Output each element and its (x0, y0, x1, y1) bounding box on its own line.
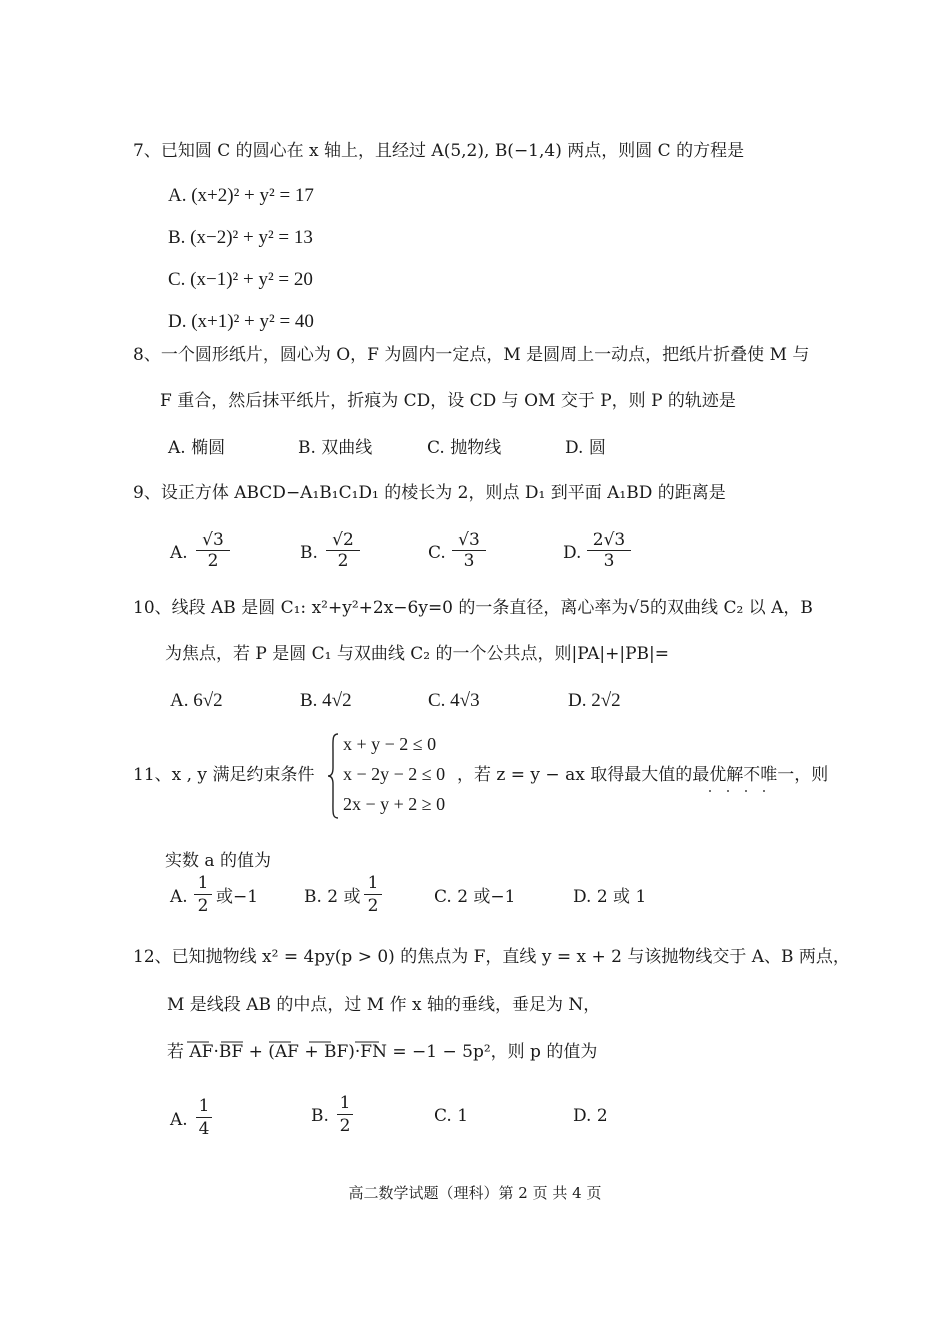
q12-option-b-den: 2 (339, 1116, 351, 1136)
q11-option-a (170, 873, 280, 919)
q10-option-c: C. 4√3 (428, 690, 480, 711)
q10-line2: 为焦点，若 P 是圆 C₁ 与双曲线 C₂ 的一个公共点，则|PA|+|PB|= (165, 644, 669, 664)
q11-suffix: ，若 z = y − ax 取得最大值的最优解不唯一，则 (457, 765, 829, 785)
q11-constraint-1: x + y − 2 ≤ 0 (343, 734, 437, 754)
q12-option-d: D. 2 (573, 1106, 608, 1126)
q8-option-d: D. 圆 (565, 438, 606, 458)
q7-option-a: A. (x+2)² + y² = 17 (168, 185, 314, 206)
q11-option-a-den: 2 (197, 896, 209, 916)
q11-constraint-3: 2x − y + 2 ≥ 0 (343, 794, 446, 814)
q11-option-d: D. 2 或 1 (573, 887, 647, 907)
q8-line1: 8、一个圆形纸片，圆心为 O，F 为圆内一定点，M 是圆周上一动点，把纸片折叠使 M 与 (133, 345, 810, 365)
q11-line2: 实数 a 的值为 (165, 851, 271, 871)
q11-option-b-den: 2 (367, 896, 379, 916)
q9-option-d-num: 2√3 (587, 530, 631, 551)
q12-option-a-label: A. (170, 1110, 188, 1130)
q7-option-d: D. (x+1)² + y² = 40 (168, 311, 314, 332)
q9-option-d-den: 3 (603, 551, 615, 571)
q8-option-b: B. 双曲线 (298, 438, 373, 458)
left-brace-icon (327, 732, 339, 820)
emphasis-dot (709, 790, 711, 792)
vector-arrows-icon (185, 1038, 385, 1046)
q11-option-a-label: A. (170, 887, 188, 907)
q9-option-a-den: 2 (207, 551, 219, 571)
q9-option-c-den: 3 (463, 551, 475, 571)
q12-option-a (170, 1096, 230, 1142)
q9-stem: 9、设正方体 ABCD−A₁B₁C₁D₁ 的棱长为 2，则点 D₁ 到平面 A₁BD 的距离是 (133, 483, 726, 503)
q12-option-c: C. 1 (434, 1106, 469, 1126)
q12-line1: 12、已知抛物线 x² = 4py(p > 0) 的焦点为 F，直线 y = x + 2 与该抛物线交于 A、B 两点， (133, 947, 850, 967)
q12-option-b-num: 1 (337, 1093, 353, 1115)
q11-option-a-tail: 或−1 (216, 887, 259, 907)
q9-option-b-num: √2 (326, 530, 360, 551)
q9-option-c-label: C. (428, 543, 446, 563)
q11-prefix: 11、x , y 满足约束条件 (133, 765, 315, 785)
q12-option-a-num: 1 (196, 1096, 212, 1118)
q9-option-a-label: A. (170, 543, 188, 563)
q11-constraint-system (327, 732, 447, 822)
q9-option-b-den: 2 (337, 551, 349, 571)
q7-option-b: B. (x−2)² + y² = 13 (168, 227, 313, 248)
q10-line1: 10、线段 AB 是圆 C₁: x²+y²+2x−6y=0 的一条直径，离心率为√5的双曲线 C₂ 以 A，B (133, 598, 813, 618)
q9-option-d-label: D. (563, 543, 582, 563)
q11-option-b-num: 1 (364, 873, 382, 895)
q10-option-b: B. 4√2 (300, 690, 352, 711)
q8-line2: F 重合，然后抹平纸片，折痕为 CD，设 CD 与 OM 交于 P，则 P 的轨迹是 (160, 391, 736, 411)
emphasis-dot (745, 790, 747, 792)
emphasis-dot (727, 790, 729, 792)
q8-option-a: A. 椭圆 (168, 438, 226, 458)
q7-stem: 7、已知圆 C 的圆心在 x 轴上，且经过 A(5,2), B(−1,4) 两点，则圆 C 的方程是 (133, 141, 745, 161)
q11-constraint-2: x − 2y − 2 ≤ 0 (343, 764, 446, 784)
q10-option-a: A. 6√2 (170, 690, 223, 711)
q11-option-b-label: B. 2 或 (304, 887, 361, 907)
q9-option-a-num: √3 (196, 530, 230, 551)
q11-option-a-num: 1 (194, 873, 212, 895)
q8-option-c: C. 抛物线 (427, 438, 502, 458)
q12-option-b (311, 1093, 371, 1142)
q9-option-c-num: √3 (452, 530, 486, 551)
page-footer: 高二数学试题（理科）第 2 页 共 4 页 (348, 1184, 602, 1202)
q12-option-b-label: B. (311, 1106, 329, 1126)
q10-option-d: D. 2√2 (568, 690, 621, 711)
q11-option-c: C. 2 或−1 (434, 887, 516, 907)
q9-option-b-label: B. (300, 543, 318, 563)
emphasis-dot (763, 790, 765, 792)
q7-option-c: C. (x−1)² + y² = 20 (168, 269, 313, 290)
q11-option-b (304, 873, 414, 919)
q12-line2: M 是线段 AB 的中点，过 M 作 x 轴的垂线，垂足为 N， (167, 995, 601, 1015)
q12-line3: 若 AF·BF + (AF + BF)·FN = −1 − 5p²，则 p 的值为 (167, 1042, 598, 1062)
q12-option-a-den: 4 (198, 1119, 210, 1139)
